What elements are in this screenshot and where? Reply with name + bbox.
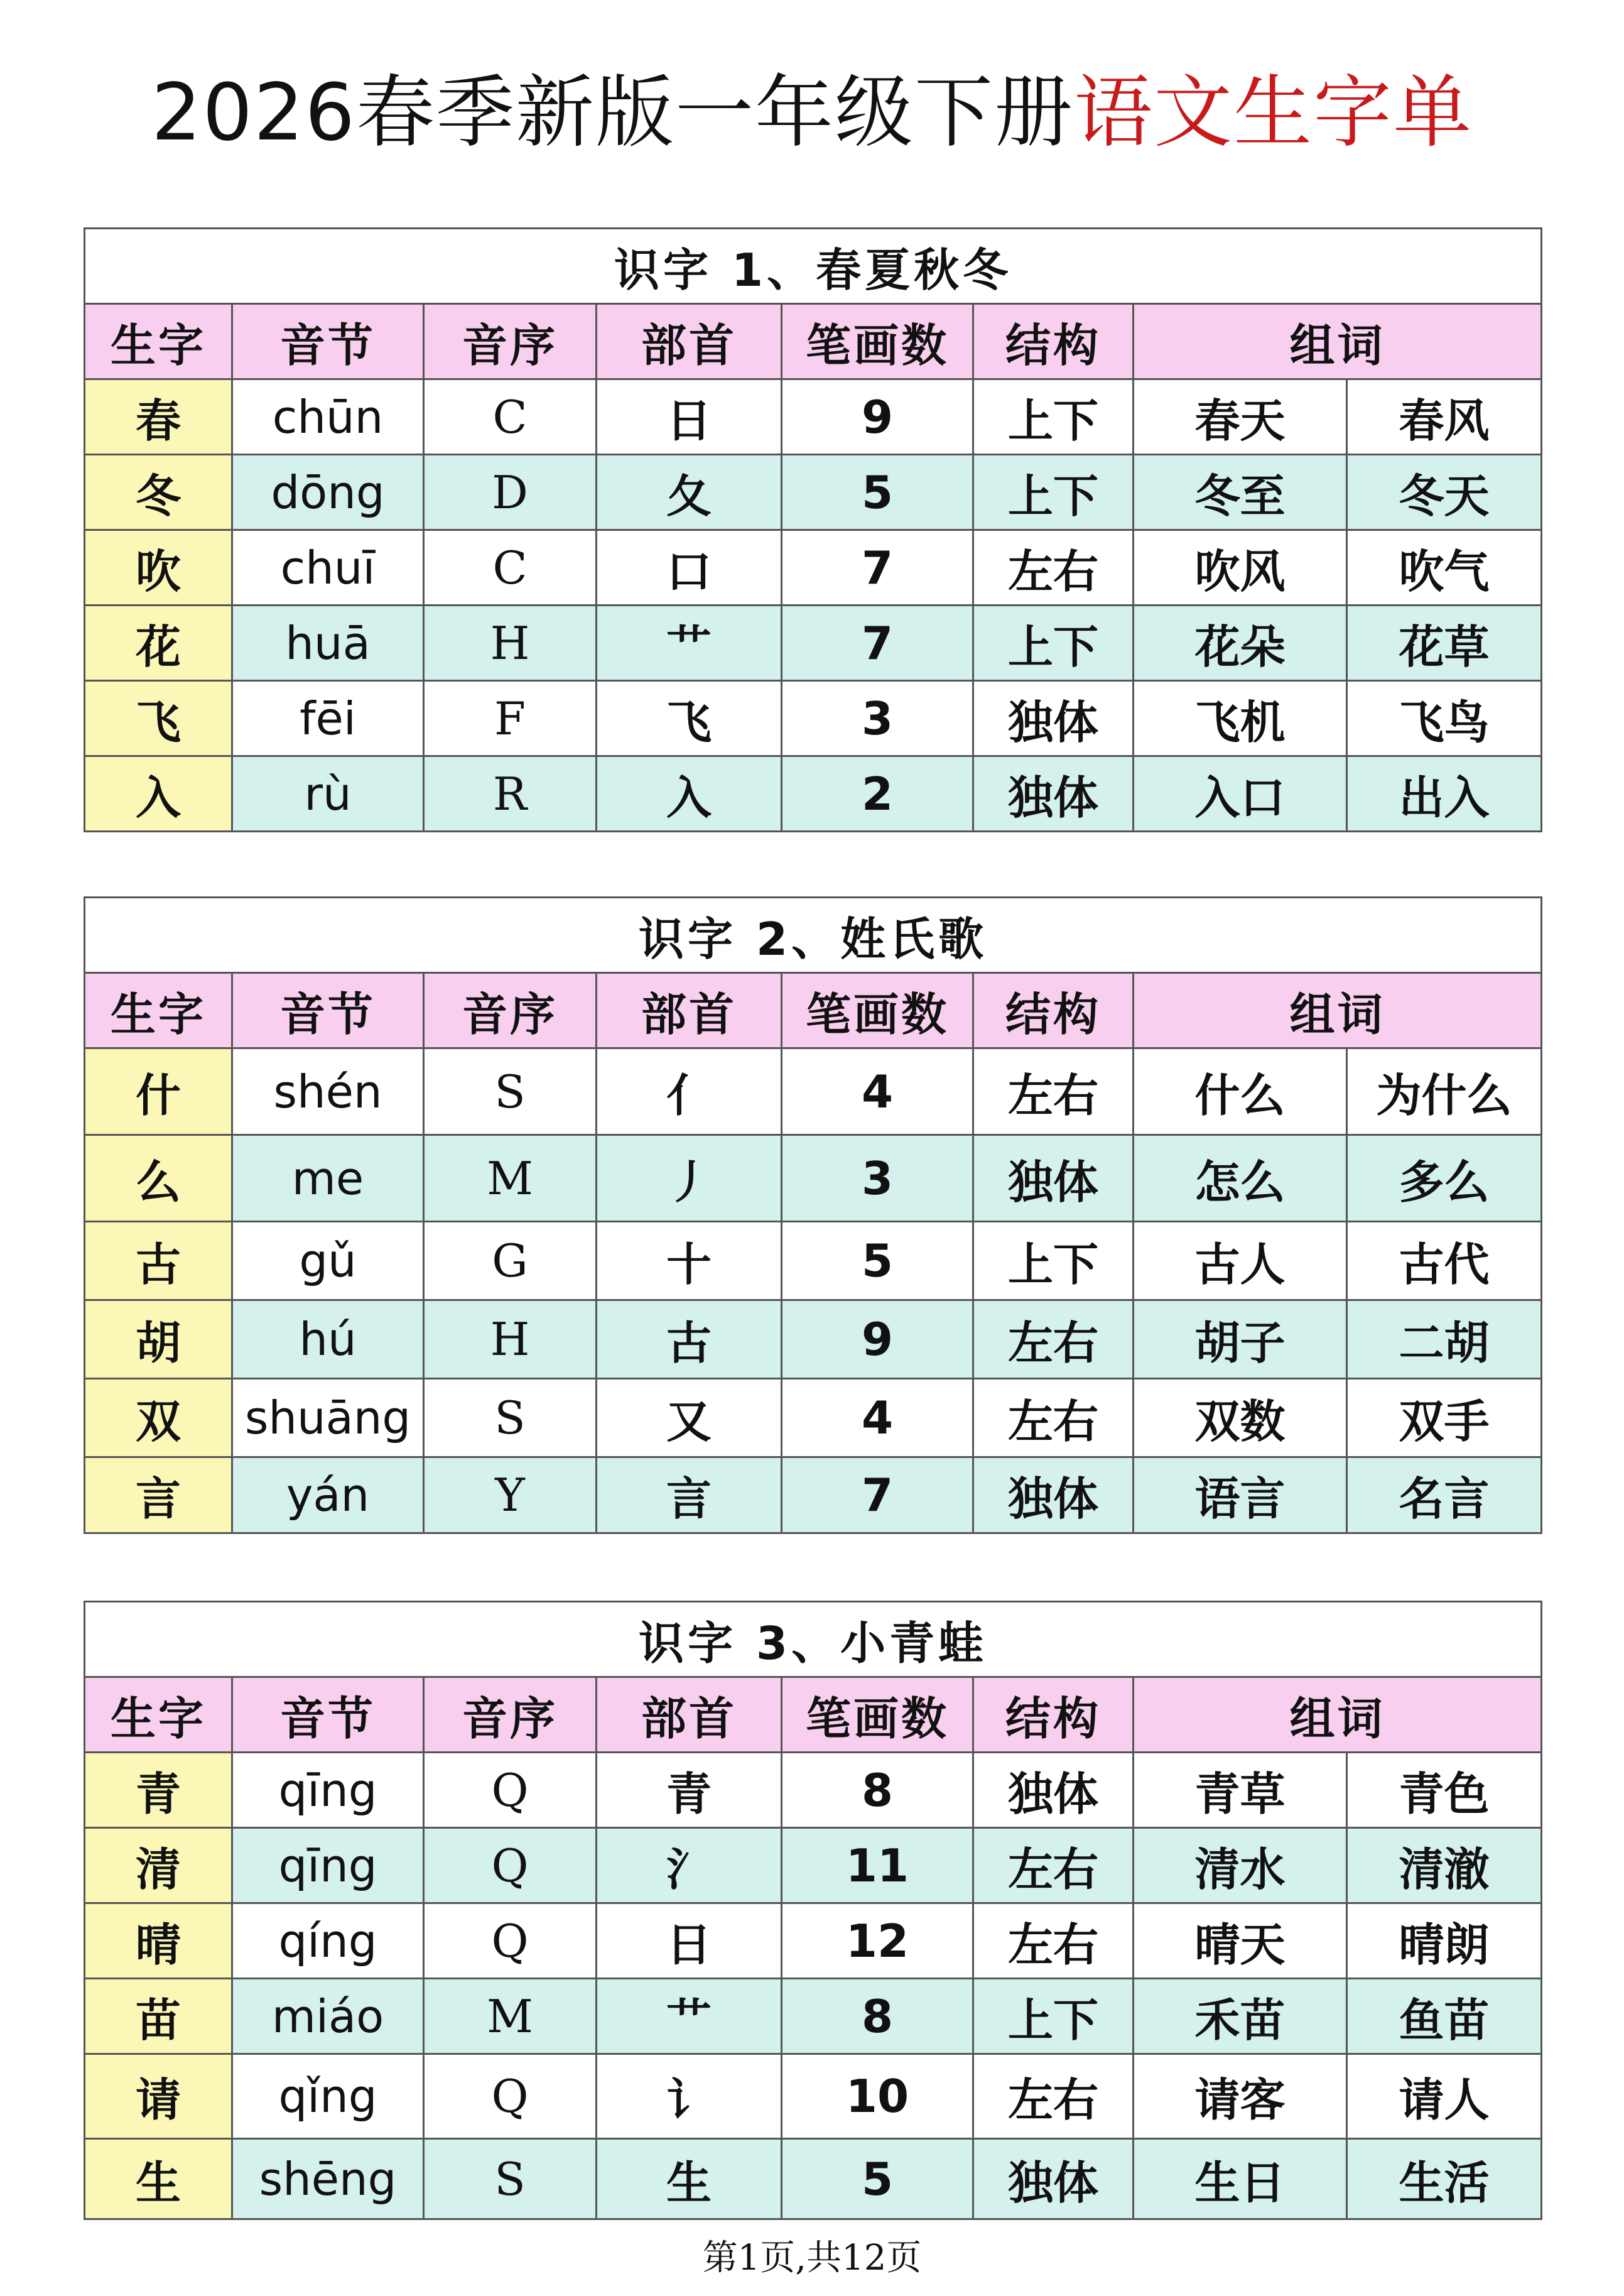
radical-cell: 夂: [597, 455, 782, 530]
strokes-cell: 9: [782, 1300, 973, 1379]
word2-cell: 双手: [1347, 1379, 1542, 1457]
table-row: [85, 1828, 1542, 1903]
char-cell: 古: [85, 1222, 232, 1300]
pinyin-cell: fēi: [232, 681, 424, 756]
radical-cell: 古: [597, 1300, 782, 1379]
header-pinyin: 音节: [232, 973, 424, 1048]
word2-cell: 请人: [1347, 2054, 1542, 2139]
title-highlight: 语文生字单: [1074, 67, 1473, 158]
strokes-cell: 12: [782, 1903, 973, 1979]
word1-cell: 青草: [1134, 1753, 1347, 1828]
char-cell: 晴: [85, 1903, 232, 1979]
table-row: [85, 1222, 1542, 1300]
word1-cell: 冬至: [1134, 455, 1347, 530]
header-strokes: 笔画数: [782, 1677, 973, 1753]
structure-cell: 左右: [973, 530, 1134, 606]
structure-cell: 独体: [973, 1135, 1134, 1222]
word2-cell: 多么: [1347, 1135, 1542, 1222]
word1-cell: 花朵: [1134, 606, 1347, 681]
structure-cell: 独体: [973, 681, 1134, 756]
word2-cell: 青色: [1347, 1753, 1542, 1828]
initial-cell: R: [424, 756, 597, 832]
word1-cell: 清水: [1134, 1828, 1347, 1903]
lesson-table-1: [84, 227, 1542, 832]
table-row: [85, 2054, 1542, 2139]
header-structure: 结构: [973, 304, 1134, 379]
pinyin-cell: qīng: [232, 1753, 424, 1828]
header-char: 生字: [85, 1677, 232, 1753]
word2-cell: 名言: [1347, 1457, 1542, 1533]
header-strokes: 笔画数: [782, 304, 973, 379]
strokes-cell: 8: [782, 1979, 973, 2054]
initial-cell: Y: [424, 1457, 597, 1533]
word1-cell: 什么: [1134, 1048, 1347, 1135]
char-cell: 言: [85, 1457, 232, 1533]
radical-cell: 氵: [597, 1828, 782, 1903]
header-initial: 音序: [424, 1677, 597, 1753]
word2-cell: 吹气: [1347, 530, 1542, 606]
char-cell: 么: [85, 1135, 232, 1222]
char-cell: 生: [85, 2139, 232, 2219]
initial-cell: S: [424, 1048, 597, 1135]
char-cell: 清: [85, 1828, 232, 1903]
radical-cell: 生: [597, 2139, 782, 2219]
initial-cell: M: [424, 1135, 597, 1222]
header-char: 生字: [85, 973, 232, 1048]
strokes-cell: 9: [782, 379, 973, 455]
strokes-cell: 2: [782, 756, 973, 832]
structure-cell: 左右: [973, 1828, 1134, 1903]
radical-cell: 言: [597, 1457, 782, 1533]
strokes-cell: 10: [782, 2054, 973, 2139]
radical-cell: 日: [597, 1903, 782, 1979]
radical-cell: 青: [597, 1753, 782, 1828]
word2-cell: 鱼苗: [1347, 1979, 1542, 2054]
char-cell: 请: [85, 2054, 232, 2139]
char-cell: 吹: [85, 530, 232, 606]
structure-cell: 独体: [973, 1457, 1134, 1533]
header-initial: 音序: [424, 304, 597, 379]
pinyin-cell: hú: [232, 1300, 424, 1379]
structure-cell: 左右: [973, 1048, 1134, 1135]
word2-cell: 清澈: [1347, 1828, 1542, 1903]
initial-cell: Q: [424, 1753, 597, 1828]
strokes-cell: 7: [782, 1457, 973, 1533]
word2-cell: 生活: [1347, 2139, 1542, 2219]
table-row: [85, 1979, 1542, 2054]
word1-cell: 禾苗: [1134, 1979, 1347, 2054]
table-row: [85, 379, 1542, 455]
pinyin-cell: shuāng: [232, 1379, 424, 1457]
header-strokes: 笔画数: [782, 973, 973, 1048]
char-cell: 飞: [85, 681, 232, 756]
pinyin-cell: chūn: [232, 379, 424, 455]
word1-cell: 请客: [1134, 2054, 1347, 2139]
radical-cell: 讠: [597, 2054, 782, 2139]
initial-cell: C: [424, 530, 597, 606]
word2-cell: 晴朗: [1347, 1903, 1542, 1979]
initial-cell: S: [424, 1379, 597, 1457]
structure-cell: 独体: [973, 756, 1134, 832]
word1-cell: 晴天: [1134, 1903, 1347, 1979]
radical-cell: 十: [597, 1222, 782, 1300]
structure-cell: 上下: [973, 379, 1134, 455]
char-cell: 胡: [85, 1300, 232, 1379]
pinyin-cell: qǐng: [232, 2054, 424, 2139]
char-cell: 什: [85, 1048, 232, 1135]
char-cell: 入: [85, 756, 232, 832]
word1-cell: 吹风: [1134, 530, 1347, 606]
initial-cell: F: [424, 681, 597, 756]
word2-cell: 飞鸟: [1347, 681, 1542, 756]
word2-cell: 春风: [1347, 379, 1542, 455]
initial-cell: C: [424, 379, 597, 455]
radical-cell: 口: [597, 530, 782, 606]
table-row: [85, 1903, 1542, 1979]
word1-cell: 生日: [1134, 2139, 1347, 2219]
strokes-cell: 3: [782, 1135, 973, 1222]
radical-cell: 艹: [597, 1979, 782, 2054]
radical-cell: 又: [597, 1379, 782, 1457]
word1-cell: 双数: [1134, 1379, 1347, 1457]
header-initial: 音序: [424, 973, 597, 1048]
lesson-table-2: [84, 896, 1542, 1534]
word1-cell: 入口: [1134, 756, 1347, 832]
radical-cell: 亻: [597, 1048, 782, 1135]
table-row: [85, 1379, 1542, 1457]
pinyin-cell: miáo: [232, 1979, 424, 2054]
radical-cell: 日: [597, 379, 782, 455]
table-row: [85, 530, 1542, 606]
pinyin-cell: shén: [232, 1048, 424, 1135]
pinyin-cell: dōng: [232, 455, 424, 530]
header-words: 组词: [1134, 304, 1542, 379]
structure-cell: 左右: [973, 1300, 1134, 1379]
word1-cell: 古人: [1134, 1222, 1347, 1300]
initial-cell: H: [424, 1300, 597, 1379]
char-cell: 双: [85, 1379, 232, 1457]
initial-cell: S: [424, 2139, 597, 2219]
table-row: [85, 1135, 1542, 1222]
strokes-cell: 4: [782, 1048, 973, 1135]
word2-cell: 为什么: [1347, 1048, 1542, 1135]
structure-cell: 独体: [973, 1753, 1134, 1828]
header-structure: 结构: [973, 973, 1134, 1048]
word2-cell: 出入: [1347, 756, 1542, 832]
lesson-title: 识字 2、姓氏歌: [85, 898, 1542, 973]
pinyin-cell: yán: [232, 1457, 424, 1533]
initial-cell: Q: [424, 1903, 597, 1979]
header-pinyin: 音节: [232, 304, 424, 379]
pinyin-cell: qīng: [232, 1828, 424, 1903]
strokes-cell: 8: [782, 1753, 973, 1828]
table-row: [85, 1753, 1542, 1828]
strokes-cell: 3: [782, 681, 973, 756]
header-words: 组词: [1134, 973, 1542, 1048]
table-row: [85, 1300, 1542, 1379]
initial-cell: Q: [424, 1828, 597, 1903]
page-title: [0, 60, 1624, 166]
header-structure: 结构: [973, 1677, 1134, 1753]
word2-cell: 二胡: [1347, 1300, 1542, 1379]
char-cell: 春: [85, 379, 232, 455]
table-row: [85, 1048, 1542, 1135]
table-row: [85, 606, 1542, 681]
word1-cell: 飞机: [1134, 681, 1347, 756]
word2-cell: 花草: [1347, 606, 1542, 681]
header-words: 组词: [1134, 1677, 1542, 1753]
structure-cell: 左右: [973, 1379, 1134, 1457]
header-radical: 部首: [597, 1677, 782, 1753]
pinyin-cell: huā: [232, 606, 424, 681]
header-pinyin: 音节: [232, 1677, 424, 1753]
radical-cell: 飞: [597, 681, 782, 756]
pinyin-cell: rù: [232, 756, 424, 832]
char-cell: 花: [85, 606, 232, 681]
word1-cell: 语言: [1134, 1457, 1347, 1533]
table-row: [85, 1457, 1542, 1533]
word2-cell: 古代: [1347, 1222, 1542, 1300]
pinyin-cell: me: [232, 1135, 424, 1222]
radical-cell: 丿: [597, 1135, 782, 1222]
word1-cell: 春天: [1134, 379, 1347, 455]
table-row: [85, 455, 1542, 530]
pinyin-cell: qíng: [232, 1903, 424, 1979]
structure-cell: 左右: [973, 2054, 1134, 2139]
radical-cell: 艹: [597, 606, 782, 681]
table-row: [85, 756, 1542, 832]
lesson-title: 识字 1、春夏秋冬: [85, 229, 1542, 304]
strokes-cell: 5: [782, 455, 973, 530]
header-radical: 部首: [597, 973, 782, 1048]
char-cell: 冬: [85, 455, 232, 530]
pinyin-cell: gǔ: [232, 1222, 424, 1300]
initial-cell: G: [424, 1222, 597, 1300]
structure-cell: 上下: [973, 1222, 1134, 1300]
structure-cell: 独体: [973, 2139, 1134, 2219]
page-footer: 第1页,共12页: [702, 2238, 922, 2278]
structure-cell: 上下: [973, 1979, 1134, 2054]
word2-cell: 冬天: [1347, 455, 1542, 530]
pinyin-cell: shēng: [232, 2139, 424, 2219]
structure-cell: 上下: [973, 455, 1134, 530]
strokes-cell: 5: [782, 2139, 973, 2219]
structure-cell: 上下: [973, 606, 1134, 681]
word1-cell: 怎么: [1134, 1135, 1347, 1222]
header-radical: 部首: [597, 304, 782, 379]
title-main: 2026春季新版一年级下册: [151, 67, 1075, 158]
initial-cell: H: [424, 606, 597, 681]
radical-cell: 入: [597, 756, 782, 832]
strokes-cell: 5: [782, 1222, 973, 1300]
char-cell: 青: [85, 1753, 232, 1828]
initial-cell: Q: [424, 2054, 597, 2139]
initial-cell: D: [424, 455, 597, 530]
pinyin-cell: chuī: [232, 530, 424, 606]
table-row: [85, 2139, 1542, 2219]
strokes-cell: 7: [782, 606, 973, 681]
strokes-cell: 4: [782, 1379, 973, 1457]
lesson-table-3: [84, 1601, 1542, 2220]
char-cell: 苗: [85, 1979, 232, 2054]
header-char: 生字: [85, 304, 232, 379]
strokes-cell: 11: [782, 1828, 973, 1903]
word1-cell: 胡子: [1134, 1300, 1347, 1379]
lesson-title: 识字 3、小青蛙: [85, 1602, 1542, 1677]
structure-cell: 左右: [973, 1903, 1134, 1979]
initial-cell: M: [424, 1979, 597, 2054]
strokes-cell: 7: [782, 530, 973, 606]
table-row: [85, 681, 1542, 756]
